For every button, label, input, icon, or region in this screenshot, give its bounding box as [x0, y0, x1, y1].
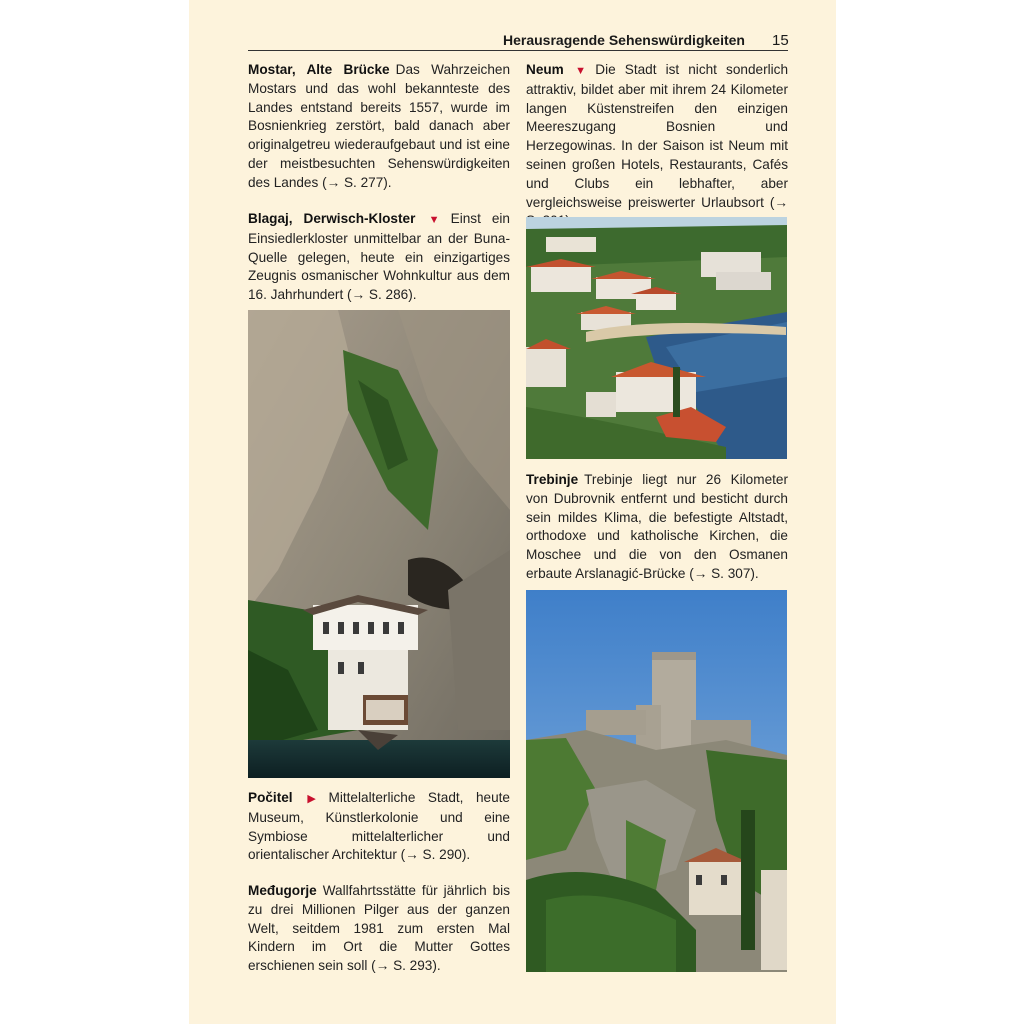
- triangle-right-icon: ▶: [298, 793, 325, 805]
- entry-neum: [526, 61, 788, 231]
- triangle-down-icon: ▼: [569, 65, 592, 77]
- entry-medugorje: [248, 882, 510, 976]
- entry-text: Die Stadt ist nicht sonderlich attraktiv, bildet aber mit ihrem 24 Kilometer langen Küstenstreifen den einzigen Meereszugang Bosnien und Herzegowinas. In der Saison ist Neum mit seinen großen Hotels, Restaurants, Cafés und Clubs ein lebhafter, aber vergleichsweise preiswerter Urlaubsort (→: [526, 62, 789, 210]
- header-divider: [248, 50, 788, 51]
- entry-term: Blagaj, Derwisch-Kloster: [248, 211, 416, 226]
- entry-text: Wallfahrtsstätte für jährlich bis zu drei Millionen Pilger aus der ganzen Welt, seitdem 1981 zum ersten Mal Kindern im Ort die Mutter Gottes erschienen sein soll (→ S. 293).: [248, 883, 510, 974]
- entry-text: Mittelalterliche Stadt, heute Museum, Künstlerkolonie und eine Symbiose mittelalterlicher und orientalischer Architektur (→ S. 290).: [248, 790, 510, 863]
- entry-term: Trebinje: [526, 472, 579, 487]
- photo-blagaj-tekke: [248, 310, 510, 778]
- page-number: 15: [772, 32, 789, 49]
- photo-pocitel-fortress: [526, 590, 787, 972]
- entry-text: Einst ein Einsiedlerkloster unmittelbar an der Buna-Quelle gelegen, heute ein einzigartiges Zeugnis osmanischer Wohnkultur aus dem 16. Jahrhundert (→ S. 286).: [248, 211, 510, 303]
- entry-term: Neum: [526, 62, 564, 77]
- entry-term: Međugorje: [248, 883, 317, 898]
- entry-trebinje: [526, 471, 788, 584]
- entry-text: Das Wahrzeichen Mostars und das wohl bekannteste des Landes entstand bereits 1557, wurde im Bosnienkrieg zerstört, bald danach aber originalgetreu wiederaufgebaut und ist eine der meistbesuchten Sehenswürdigkeiten des Landes (→ S. 277).: [248, 62, 511, 190]
- running-header-title: Herausragende Sehenswürdigkeiten: [503, 32, 745, 48]
- entry-blagaj: [248, 210, 510, 305]
- triangle-down-icon: ▼: [421, 214, 447, 226]
- entry-pocitel: [248, 789, 510, 865]
- photo-neum-coast: [526, 217, 787, 459]
- entry-term: Počitel: [248, 790, 293, 805]
- entry-mostar: [248, 61, 510, 193]
- entry-term: Mostar, Alte Brücke: [248, 62, 390, 77]
- entry-text: Trebinje liegt nur 26 Kilometer von Dubrovnik entfernt und besticht durch sein mildes Klima, die befestigte Altstadt, orthodoxe und katholische Kirchen, die Moschee und die von den Osmanen erbaute Arslanagić-Brücke (→ S. 307).: [526, 472, 788, 581]
